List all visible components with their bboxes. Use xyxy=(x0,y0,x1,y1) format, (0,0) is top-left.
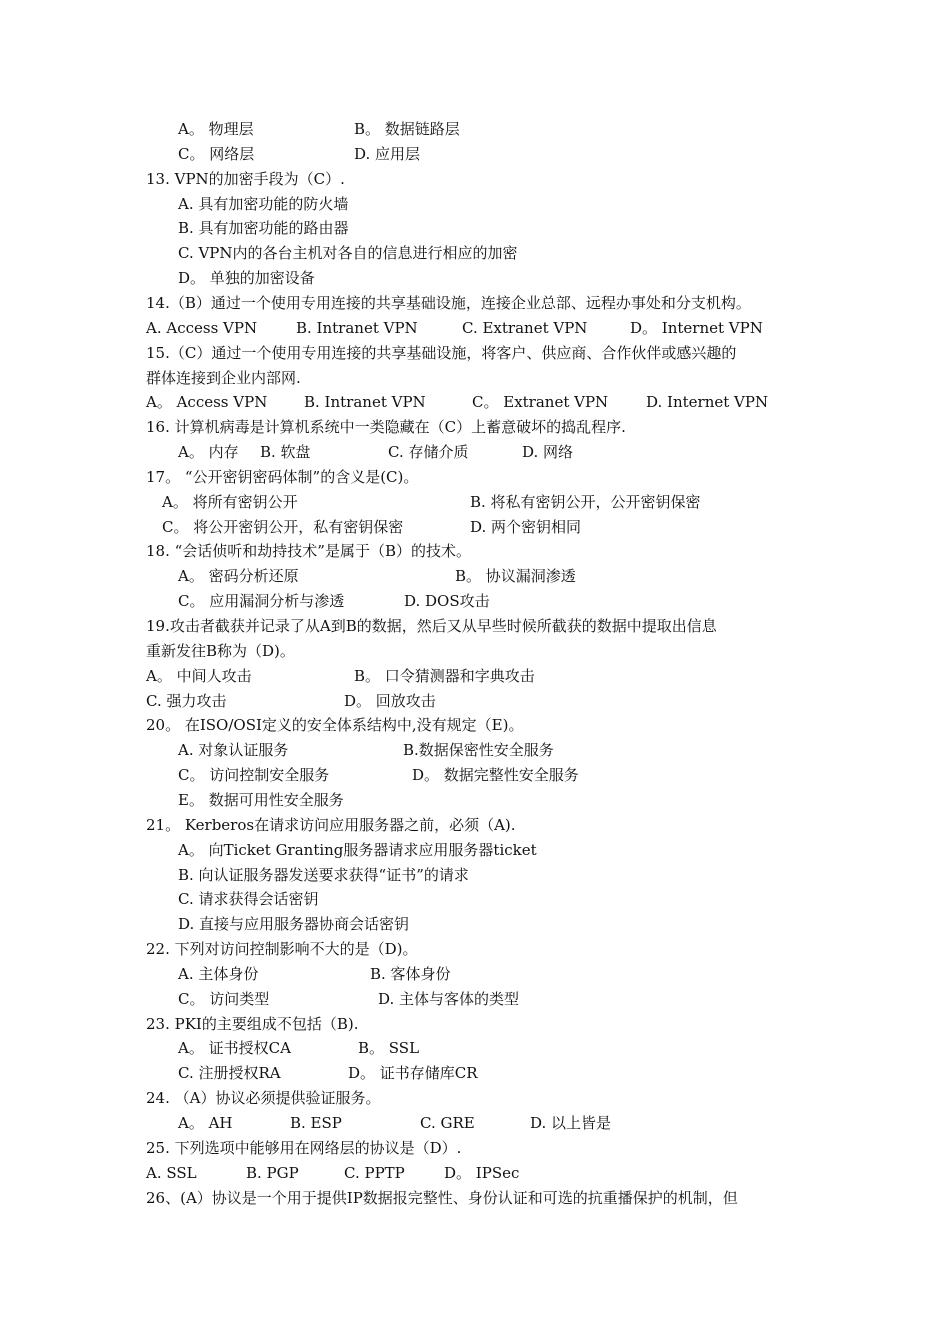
answer-option: C. 注册授权RA xyxy=(178,1064,281,1083)
text-line xyxy=(0,142,950,167)
answer-option: D。 证书存储库CR xyxy=(348,1064,478,1083)
text-line xyxy=(0,1012,950,1037)
text-line xyxy=(0,316,950,341)
text-line xyxy=(0,763,950,788)
answer-option: B. 客体身份 xyxy=(370,964,451,983)
answer-option: B。 口令猜测器和字典攻击 xyxy=(354,666,535,685)
answer-option: D. 以上皆是 xyxy=(530,1114,612,1132)
answer-option: A。 AH xyxy=(178,1114,233,1132)
text-line xyxy=(0,465,950,490)
line-text: 25. 下列选项中能够用在网络层的协议是（D）. xyxy=(146,1138,462,1157)
line-text: C. VPN内的各台主机对各自的信息进行相应的加密 xyxy=(178,244,518,263)
text-line xyxy=(0,1086,950,1111)
answer-option: B. 将私有密钥公开，公开密钥保密 xyxy=(470,492,701,511)
text-line xyxy=(0,589,950,614)
line-text: C. 请求获得会话密钥 xyxy=(178,890,319,909)
answer-option: C。 Extranet VPN xyxy=(472,393,609,412)
line-text: 18. “会话侦听和劫持技术”是属于（B）的技术。 xyxy=(146,542,471,561)
text-line xyxy=(0,689,950,714)
text-line xyxy=(0,1136,950,1161)
answer-option: D. Internet VPN xyxy=(646,393,769,412)
answer-option: A。 内存 xyxy=(178,443,239,462)
line-text: 群体连接到企业内部网. xyxy=(146,368,301,387)
text-line xyxy=(0,515,950,540)
text-line xyxy=(0,216,950,241)
answer-option: A. SSL xyxy=(146,1163,197,1182)
answer-option: D。 回放攻击 xyxy=(344,691,436,710)
text-line xyxy=(0,987,950,1012)
answer-option: C. 强力攻击 xyxy=(146,691,227,710)
answer-option: C。 访问类型 xyxy=(178,989,270,1008)
answer-option: D. DOS攻击 xyxy=(404,592,490,611)
answer-option: B.数据保密性安全服务 xyxy=(403,741,554,760)
answer-option: D. 应用层 xyxy=(354,144,421,163)
text-line xyxy=(0,838,950,863)
line-text: 17。 “公开密钥密码体制”的含义是(C)。 xyxy=(146,467,419,486)
answer-option: D。 数据完整性安全服务 xyxy=(412,766,579,785)
answer-option: C. PPTP xyxy=(344,1163,405,1182)
text-line xyxy=(0,341,950,366)
text-line xyxy=(0,664,950,689)
text-line xyxy=(0,291,950,316)
answer-option: D. 两个密钥相同 xyxy=(470,517,582,536)
text-line xyxy=(0,1186,950,1211)
answer-option: C。 将公开密钥公开，私有密钥保密 xyxy=(162,517,404,536)
answer-option: A。 证书授权CA xyxy=(178,1039,291,1058)
line-text: 24. （A）协议必须提供验证服务。 xyxy=(146,1089,381,1108)
text-line xyxy=(0,390,950,415)
line-text: 15.（C）通过一个使用专用连接的共享基础设施，将客户、供应商、合作伙伴或感兴趣的 xyxy=(146,343,737,362)
answer-option: D。 Internet VPN xyxy=(630,318,763,337)
answer-option: A。 Access VPN xyxy=(146,393,268,412)
answer-option: C。 应用漏洞分析与渗透 xyxy=(178,592,345,611)
text-line xyxy=(0,738,950,763)
text-line xyxy=(0,639,950,664)
answer-option: A。 将所有密钥公开 xyxy=(162,492,298,511)
line-text: A。 向Ticket Granting服务器请求应用服务器ticket xyxy=(178,840,537,859)
answer-option: D。 IPSec xyxy=(444,1163,520,1182)
line-text: D。 单独的加密设备 xyxy=(178,269,315,288)
text-line xyxy=(0,192,950,217)
line-text: 14.（B）通过一个使用专用连接的共享基础设施，连接企业总部、远程办事处和分支机构。 xyxy=(146,293,751,312)
text-line xyxy=(0,564,950,589)
text-line xyxy=(0,962,950,987)
text-line xyxy=(0,887,950,912)
text-line xyxy=(0,937,950,962)
text-line xyxy=(0,1161,950,1186)
line-text: 13. VPN的加密手段为（C）. xyxy=(146,169,345,188)
line-text: 22. 下列对访问控制影响不大的是（D)。 xyxy=(146,940,418,959)
answer-option: A. Access VPN xyxy=(146,318,258,337)
line-text: 19.攻击者截获并记录了从A到B的数据，然后又从早些时候所截获的数据中提取出信息 xyxy=(146,617,717,635)
line-text: 26、(A）协议是一个用于提供IP数据报完整性、身份认证和可选的抗重播保护的机制，但 xyxy=(146,1188,738,1207)
answer-option: A。 密码分析还原 xyxy=(178,567,299,586)
text-line xyxy=(0,241,950,266)
text-line xyxy=(0,167,950,192)
text-line xyxy=(0,415,950,440)
answer-option: B。 协议漏洞渗透 xyxy=(455,567,576,586)
answer-option: B. Intranet VPN xyxy=(296,318,418,337)
text-line xyxy=(0,614,950,639)
text-line xyxy=(0,912,950,937)
text-line xyxy=(0,266,950,291)
text-line xyxy=(0,366,950,391)
answer-option: B. 软盘 xyxy=(260,443,311,462)
answer-option: A. 主体身份 xyxy=(178,964,259,983)
line-text: 23. PKI的主要组成不包括（B). xyxy=(146,1014,359,1033)
answer-option: B. Intranet VPN xyxy=(304,393,426,412)
text-line xyxy=(0,1061,950,1086)
answer-option: D. 主体与客体的类型 xyxy=(378,989,520,1008)
line-text: 20。 在ISO/OSI定义的安全体系结构中,没有规定（E)。 xyxy=(146,716,524,735)
text-line xyxy=(0,1036,950,1061)
line-text: D. 直接与应用服务器协商会话密钥 xyxy=(178,915,410,934)
answer-option: C. GRE xyxy=(420,1114,475,1132)
answer-option: B. ESP xyxy=(290,1114,342,1132)
text-line xyxy=(0,863,950,888)
answer-option: C. Extranet VPN xyxy=(462,318,588,337)
text-line xyxy=(0,788,950,813)
line-text: E。 数据可用性安全服务 xyxy=(178,790,344,809)
line-text: 16. 计算机病毒是计算机系统中一类隐藏在（C）上蓄意破坏的捣乱程序. xyxy=(146,418,626,437)
answer-option: D. 网络 xyxy=(522,443,574,462)
answer-option: A. 对象认证服务 xyxy=(178,741,289,760)
answer-option: B. PGP xyxy=(246,1163,299,1182)
answer-option: B。 数据链路层 xyxy=(354,120,460,138)
answer-option: A。 物理层 xyxy=(178,120,254,138)
answer-option: B。 SSL xyxy=(358,1039,420,1058)
text-line xyxy=(0,1111,950,1136)
text-line xyxy=(0,117,950,142)
text-line xyxy=(0,490,950,515)
answer-option: A。 中间人攻击 xyxy=(146,666,252,685)
line-text: A. 具有加密功能的防火墙 xyxy=(178,194,349,213)
line-text: B. 向认证服务器发送要求获得“证书”的请求 xyxy=(178,865,469,884)
line-text: B. 具有加密功能的路由器 xyxy=(178,219,349,238)
answer-option: C。 访问控制安全服务 xyxy=(178,766,330,785)
text-line xyxy=(0,713,950,738)
text-line xyxy=(0,813,950,838)
answer-option: C。 网络层 xyxy=(178,144,255,163)
line-text: 重新发往B称为（D)。 xyxy=(146,641,295,660)
text-line xyxy=(0,539,950,564)
text-line xyxy=(0,440,950,465)
answer-option: C. 存储介质 xyxy=(388,443,469,462)
line-text: 21。 Kerberos在请求访问应用服务器之前，必须（A). xyxy=(146,815,516,834)
